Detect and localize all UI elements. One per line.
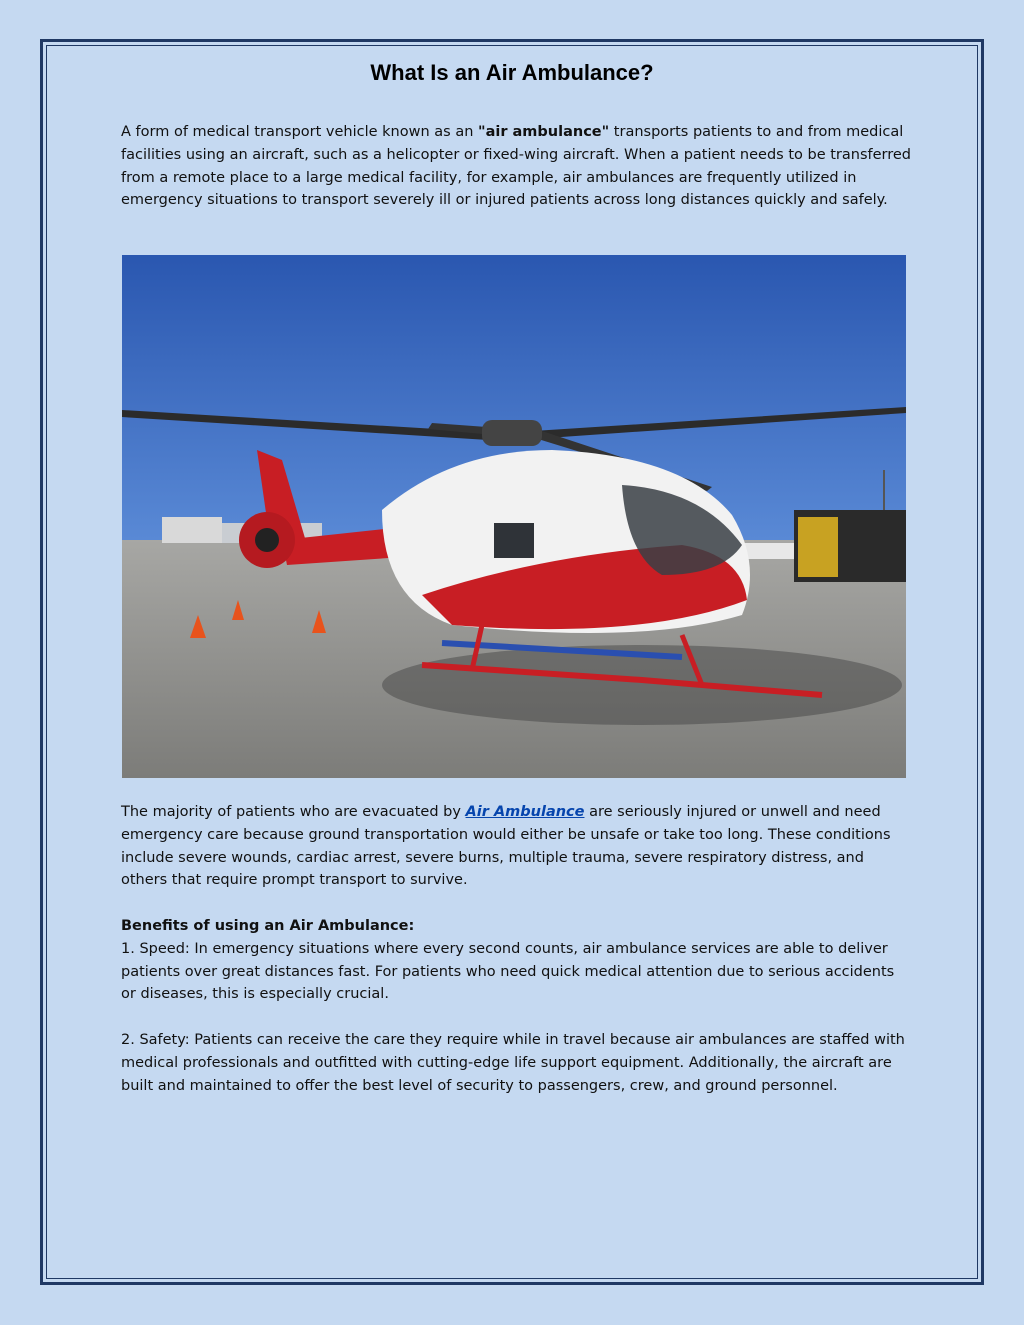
fire-truck-stripes	[798, 517, 838, 577]
helicopter-photo	[122, 255, 906, 778]
rotor-hub	[482, 420, 542, 446]
benefits-heading: Benefits of using an Air Ambulance:	[121, 918, 415, 934]
benefit-speed: 1. Speed: In emergency situations where every second counts, air ambulance services are able to deliver patients over great distances fast. For patients who need quick medical attention due to serious accidents or diseases, this is especially crucial.	[121, 940, 895, 1003]
evacuation-text-after: are seriously injured or unwell and need emergency care because ground transportation would either be unsafe or take too long. These conditions include severe wounds, cardiac arrest, severe burns, multiple trauma, severe respiratory distress, and others that require prompt transport to survive.	[121, 804, 891, 889]
fenestron-hub	[255, 528, 279, 552]
side-window	[494, 523, 534, 558]
hangar	[162, 517, 222, 543]
evacuation-paragraph	[121, 801, 911, 892]
helicopter-illustration	[122, 255, 906, 778]
intro-highlight: "air ambulance"	[478, 124, 610, 140]
evacuation-text-before: The majority of patients who are evacuated by	[121, 804, 466, 820]
benefits-section	[121, 915, 911, 1006]
intro-text-before: A form of medical transport vehicle known as an	[121, 124, 479, 140]
intro-text-after: transports patients to and from medical facilities using an aircraft, such as a helicopter or fixed-wing aircraft. When a patient needs to be transferred from a remote place to a large medical facility, for example, air ambulances are frequently utilized in emergency situations to transport severely ill or injured patients across long distances quickly and safely.	[121, 124, 912, 209]
air-ambulance-link[interactable]: Air Ambulance	[465, 804, 585, 820]
pickup-truck	[742, 543, 802, 559]
intro-paragraph	[121, 121, 911, 212]
page-title: What Is an Air Ambulance?	[370, 60, 654, 85]
benefit-safety: 2. Safety: Patients can receive the care they require while in travel because air ambulances are staffed with medical professionals and outfitted with cutting-edge life support equipment. Additionally, the aircraft are built and maintained to offer the best level of security to passengers, crew, and ground personnel.	[121, 1032, 905, 1094]
